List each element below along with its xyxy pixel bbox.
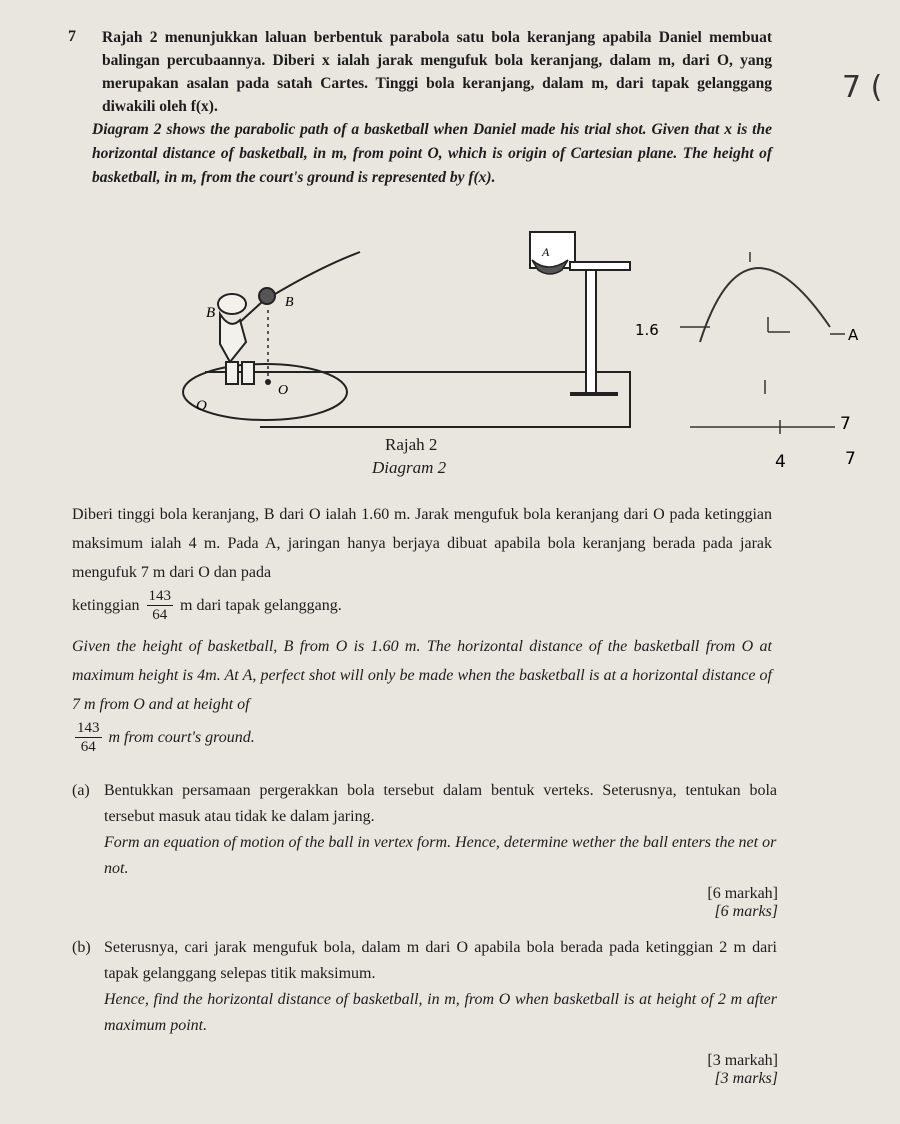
part-a-label: (a) xyxy=(72,782,90,799)
part-a-english: Form an equation of motion of the ball in vertex form. Hence, determine wether the ball enters the net or not. xyxy=(104,834,777,877)
fraction-denominator: 64 xyxy=(80,739,96,755)
origin-point xyxy=(265,379,271,385)
question-intro-malay: Rajah 2 menunjukkan laluan berbentuk parabola satu bola keranjang apabila Daniel membuat balingan percubaannya. Diberi x ialah jarak mengufuk bola keranjang, dalam m, dari O, yang merupakan asalan pada satah Cartes. Tinggi bola keranjang, dalam m, dari tapak gelanggang diwakili oleh f(x). xyxy=(102,29,772,115)
height-fraction-malay xyxy=(147,587,174,624)
fraction-numerator: 143 xyxy=(148,588,172,604)
given-malay-unit: m dari tapak gelanggang. xyxy=(180,597,342,614)
question-intro-english: Diagram 2 shows the parabolic path of a basketball when Daniel made his trial shot. Given that x is the horizontal distance of basketball, in m, from point O, which is origin of Cartesian plane. The height of basketball, in m, from the court's ground is represented by f(x). xyxy=(92,121,772,186)
part-b-marks-malay: [3 markah] xyxy=(707,1052,778,1069)
diagram-caption-malay: Rajah 2 xyxy=(385,435,438,454)
label-O-ball: O xyxy=(278,383,289,398)
handwritten-4: 4 xyxy=(775,452,786,472)
given-english-fraction-line xyxy=(72,719,772,756)
part-a-marks-english: [6 marks] xyxy=(714,903,778,920)
part-a-marks-malay: [6 markah] xyxy=(707,885,778,902)
hoop-pole xyxy=(586,264,596,394)
part-b xyxy=(72,935,777,1039)
handwritten-7: 7 xyxy=(840,414,851,434)
part-a-malay: Bentukkan persamaan pergerakkan bola tersebut dalam bentuk verteks. Seterusnya, tentukan bola tersebut masuk atau tidak ke dalam jaring. xyxy=(104,782,777,825)
hoop-arm xyxy=(570,262,630,270)
part-b-malay: Seterusnya, cari jarak mengufuk bola, dalam m dari O apabila bola berada pada ketinggian 2 m dari tapak gelanggang selepas titik maksimum. xyxy=(104,939,777,982)
ball-trajectory xyxy=(270,252,360,297)
part-b-english: Hence, find the horizontal distance of basketball, in m, from O when basketball is at height of 2 m after maximum point. xyxy=(104,991,777,1034)
label-O-floor: O xyxy=(196,398,207,414)
part-b-marks-english: [3 marks] xyxy=(714,1070,778,1087)
label-B-left: B xyxy=(206,305,216,321)
diagram-caption-english: Diagram 2 xyxy=(372,458,447,477)
handwritten-top-right: 7 ( xyxy=(842,70,883,105)
given-malay-height-word: ketinggian xyxy=(72,597,140,614)
handwritten-height: 1.6 xyxy=(635,321,659,339)
fraction-denominator: 64 xyxy=(152,607,168,623)
given-malay-fraction-line xyxy=(72,587,772,624)
given-english-text: Given the height of basketball, B from O is 1.60 m. The horizontal distance of the basketball from O at maximum height is 4m. At A, perfect shot will only be made when the basketball is at a horizontal distance of 7 m from O and at height of xyxy=(72,638,772,713)
part-a-marks xyxy=(707,885,778,921)
height-fraction-english xyxy=(75,719,102,756)
label-B-right: B xyxy=(285,295,294,310)
given-malay-text: Diberi tinggi bola keranjang, B dari O ialah 1.60 m. Jarak mengufuk bola keranjang dari O pada ketinggian maksimum ialah 4 m. Pada A, jaringan hanya berjaya dibuat apabila bola keranjang berada pada jarak mengufuk 7 m dari O dan pada xyxy=(72,506,772,581)
label-A: A xyxy=(542,245,550,259)
part-b-marks xyxy=(707,1052,778,1088)
handwritten-hoop-7: 7 xyxy=(845,449,856,469)
basketball-diagram xyxy=(170,222,890,482)
handwritten-a: A xyxy=(848,326,859,344)
given-info-english xyxy=(72,632,772,756)
fraction-numerator: 143 xyxy=(77,720,100,736)
given-info-malay xyxy=(72,500,772,624)
question-number: 7 xyxy=(68,28,76,45)
handwritten-parabola xyxy=(700,268,830,342)
given-english-unit: m from court's ground. xyxy=(108,729,255,746)
part-a xyxy=(72,778,777,882)
part-b-label: (b) xyxy=(72,939,91,956)
player-figure xyxy=(218,288,275,384)
backboard xyxy=(530,232,575,268)
